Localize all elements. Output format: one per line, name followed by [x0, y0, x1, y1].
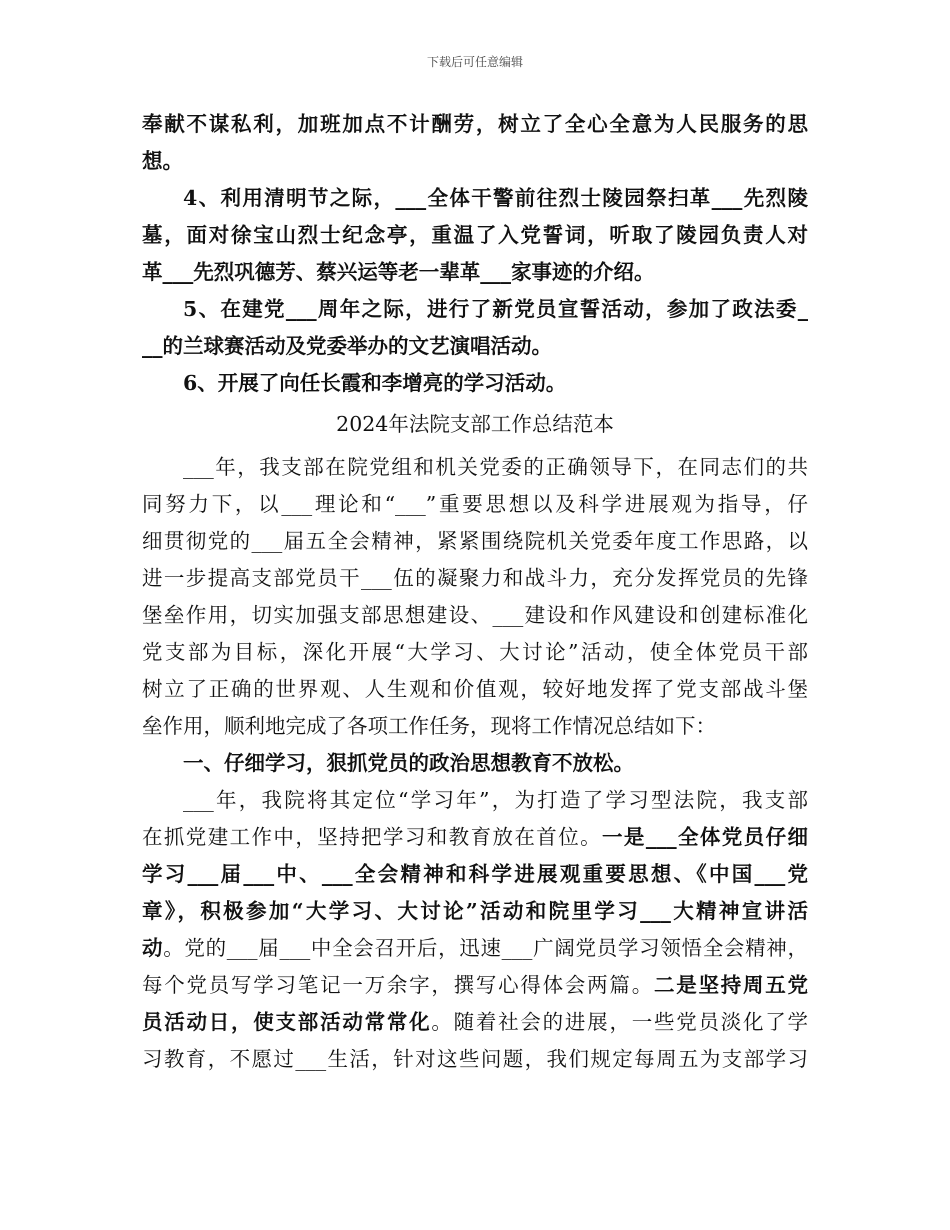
normal-text: 。党的___届___中全会召开后，迅速___广阔党员学习领悟全会精神， [163, 936, 808, 960]
normal-text: 在抓党建工作中，坚持把学习和教育放在首位。 [142, 825, 603, 849]
list-item-6: 6、开展了向任长霞和李增亮的学习活动。 [183, 371, 567, 395]
bold-text: 一是___全体党员仔细 [602, 825, 808, 849]
section-heading: 一、仔细学习，狠抓党员的政治思想教育不放松。 [183, 751, 634, 775]
text-line: 奉献不谋私利，加班加点不计酬劳，树立了全心全意为人民服务的思 [142, 112, 808, 136]
bold-text: 动 [142, 936, 164, 960]
paragraph-line: 细贯彻党的___届五全会精神，紧紧围绕院机关党委年度工作思路，以 [142, 529, 808, 553]
paragraph-line: 学习___届___中、___全会精神和科学进展观重要思想、《中国___党 [142, 862, 808, 886]
paragraph-line: ___年，我支部在院党组和机关党委的正确领导下，在同志们的共 [183, 455, 808, 479]
list-item-5: 5、在建党___周年之际，进行了新党员宣誓活动，参加了政法委_ [183, 297, 808, 321]
paragraph-line: 堡垒作用，切实加强支部思想建设、___建设和作风建设和创建标准化 [142, 603, 808, 627]
paragraph-line [142, 967, 808, 1004]
normal-text: 。随着社会的进展，一些党员淡化了学 [431, 1010, 808, 1034]
document-body [142, 106, 808, 1078]
paragraph-line: ___年，我院将其定位“学习年”，为打造了学习型法院，我支部 [183, 788, 808, 812]
paragraph-line [142, 930, 808, 967]
text-line: 想。 [142, 149, 183, 173]
bold-text: 二是坚持周五党 [653, 973, 808, 997]
bold-text: 员活动日，使支部活动常常化 [142, 1010, 432, 1034]
paragraph-line: 树立了正确的世界观、人生观和价值观，较好地发挥了党支部战斗堡 [142, 677, 808, 701]
page-header: 下载后可任意编辑 [426, 55, 523, 69]
text-line: 革___先烈巩德芳、蔡兴运等老一辈革___家事迹的介绍。 [142, 260, 655, 284]
paragraph-line: 同努力下，以___理论和“___”重要思想以及科学进展观为指导，仔 [142, 492, 808, 516]
paragraph-line: 章》，积极参加“大学习、大讨论”活动和院里学习___大精神宣讲活 [142, 899, 808, 923]
list-item-4: 4、利用清明节之际，___全体干警前往烈士陵园祭扫革___先烈陵 [183, 186, 808, 210]
paragraph-line: 垒作用，顺利地完成了各项工作任务，现将工作情况总结如下： [142, 714, 716, 738]
paragraph-line [142, 1004, 808, 1041]
paragraph-line: 党支部为目标，深化开展“大学习、大讨论”活动，使全体党员干部 [142, 640, 808, 664]
normal-text: 每个党员写学习笔记一万余字，撰写心得体会两篇。 [142, 973, 654, 997]
document-title: 2024年法院支部工作总结范本 [336, 412, 614, 436]
text-line: __的兰球赛活动及党委举办的文艺演唱活动。 [142, 334, 552, 358]
paragraph-line: 习教育，不愿过___生活，针对这些问题，我们规定每周五为支部学习 [142, 1047, 808, 1071]
paragraph-line: 进一步提高支部党员干___伍的凝聚力和战斗力，充分发挥党员的先锋 [142, 566, 808, 590]
text-line: 墓，面对徐宝山烈士纪念亭，重温了入党誓词，听取了陵园负责人对 [142, 223, 808, 247]
paragraph-line [142, 819, 808, 856]
